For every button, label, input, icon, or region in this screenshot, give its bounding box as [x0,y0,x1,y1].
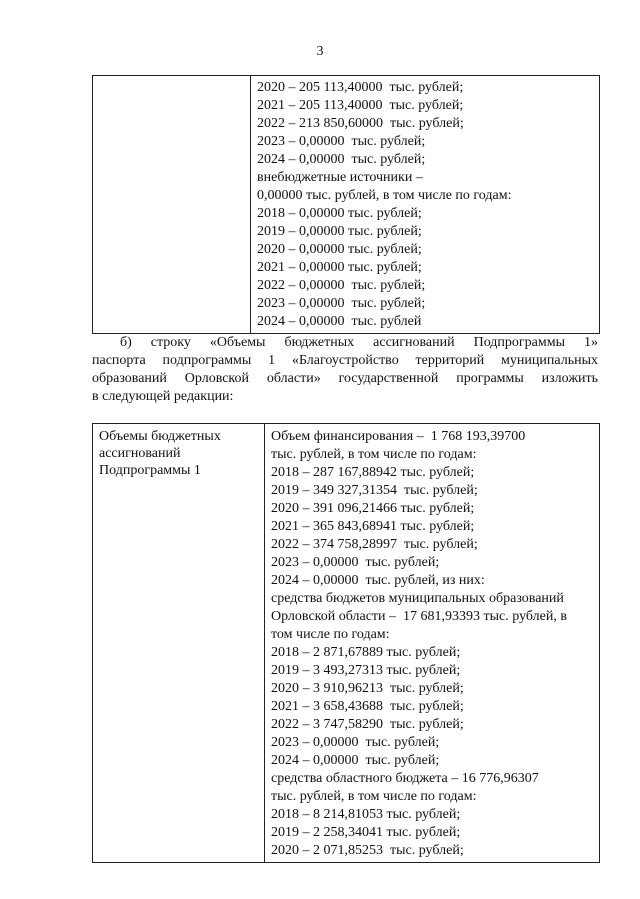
table2-line: 2024 – 0,00000 тыс. рублей, из них: [271,573,485,588]
paragraph-line: образований Орловской области» государственной программы изложить [92,371,598,386]
funding-table-continued [92,75,600,334]
table2-line: 2020 – 2 071,85253 тыс. рублей; [271,843,464,858]
table2-line: 2021 – 365 843,68941 тыс. рублей; [271,519,475,534]
table1-line: 0,00000 тыс. рублей, в том числе по годам: [257,188,512,203]
table1-line: внебюджетные источники – [257,170,423,185]
table1-line: 2023 – 0,00000 тыс. рублей; [257,134,426,149]
table2-left-cell [93,424,265,863]
table1-line: 2023 – 0,00000 тыс. рублей; [257,296,426,311]
table2-line: 2022 – 3 747,58290 тыс. рублей; [271,717,464,732]
table1-left-cell [93,76,251,334]
table2-line: 2021 – 3 658,43688 тыс. рублей; [271,699,464,714]
table1-line: 2021 – 0,00000 тыс. рублей; [257,260,422,275]
table2-line: 2019 – 3 493,27313 тыс. рублей; [271,663,461,678]
table2-line: 2018 – 287 167,88942 тыс. рублей; [271,465,475,480]
table1-line: 2024 – 0,00000 тыс. рублей; [257,152,426,167]
table2-line: 2020 – 391 096,21466 тыс. рублей; [271,501,475,516]
table1-line: 2020 – 0,00000 тыс. рублей; [257,242,422,257]
table1-line: 2021 – 205 113,40000 тыс. рублей; [257,98,464,113]
table2-line: 2020 – 3 910,96213 тыс. рублей; [271,681,464,696]
table2-line: 2022 – 374 758,28997 тыс. рублей; [271,537,478,552]
table2-line: тыс. рублей, в том числе по годам: [271,789,477,804]
table1-line: 2019 – 0,00000 тыс. рублей; [257,224,422,239]
table1-right-cell [251,76,600,334]
paragraph-line: в следующей редакции: [92,389,234,404]
table2-line: Объем финансирования – 1 768 193,39700 [271,429,526,444]
table2-left-line: Подпрограммы 1 [99,463,201,478]
table1-line: 2024 – 0,00000 тыс. рублей [257,314,422,329]
table2-right-cell [265,424,600,863]
table2-line: 2019 – 2 258,34041 тыс. рублей; [271,825,461,840]
table1-line: 2022 – 0,00000 тыс. рублей; [257,278,426,293]
table1-line: 2018 – 0,00000 тыс. рублей; [257,206,422,221]
table2-line: 2019 – 349 327,31354 тыс. рублей; [271,483,478,498]
table2-line: 2023 – 0,00000 тыс. рублей; [271,735,440,750]
paragraph-line: б) строку «Объемы бюджетных ассигнований Подпрограммы 1» [120,335,598,350]
amendment-paragraph [92,334,598,406]
table2-line: 2024 – 0,00000 тыс. рублей; [271,753,440,768]
table2-line: том числе по годам: [271,627,390,642]
table2-line: 2018 – 8 214,81053 тыс. рублей; [271,807,461,822]
table2-left-line: ассигнований [99,446,181,461]
table2-line: тыс. рублей, в том числе по годам: [271,447,477,462]
page-number: 3 [316,44,324,59]
paragraph-line: паспорта подпрограммы 1 «Благоустройство территорий муниципальных [92,353,598,368]
table2-left-line: Объемы бюджетных [99,429,221,444]
table2-line: 2023 – 0,00000 тыс. рублей; [271,555,440,570]
table1-line: 2022 – 213 850,60000 тыс. рублей; [257,116,464,131]
table1-line: 2020 – 205 113,40000 тыс. рублей; [257,80,464,95]
table2-line: Орловской области – 17 681,93393 тыс. рублей, в [271,609,567,624]
table2-line: 2018 – 2 871,67889 тыс. рублей; [271,645,461,660]
budget-allocations-table [92,423,600,863]
table2-line: средства бюджетов муниципальных образований [271,591,564,606]
table2-line: средства областного бюджета – 16 776,96307 [271,771,539,786]
